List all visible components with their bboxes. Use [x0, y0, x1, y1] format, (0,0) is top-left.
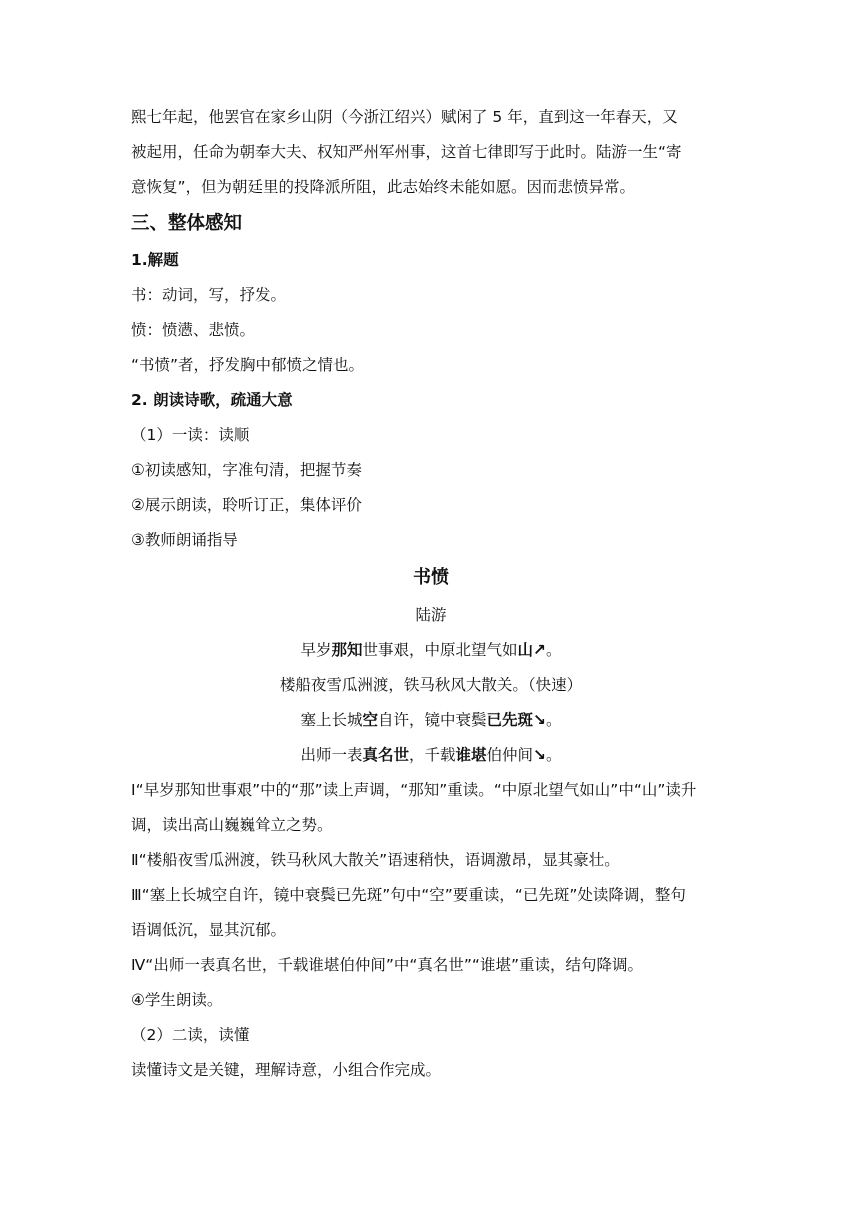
falling-tone-arrow-icon: ↘: [533, 711, 547, 729]
poem-line-4-part-a: 出师一表: [300, 746, 363, 764]
subheading-title-explanation: 1.解题: [131, 251, 179, 269]
poem-line-4-part-e: 伯仲间: [486, 746, 534, 764]
intro-line-1: 熙七年起，他罢官在家乡山阴（今浙江绍兴）赋闲了 5 年，直到这一年春天，又: [131, 108, 678, 126]
poem-line-4-end: 。: [546, 746, 562, 764]
falling-tone-arrow-icon: ↘: [533, 746, 547, 764]
poem-line-4: [131, 738, 731, 773]
definition-fen: 愤：愤懑、悲愤。: [131, 321, 256, 339]
poem-line-1-part-c: 世事艰，中原北望气如: [362, 641, 518, 659]
poem-line-4-part-c: ，千载: [408, 746, 456, 764]
note-1-line-2: 调，读出高山巍巍耸立之势。: [131, 816, 333, 834]
note-3-line-1: Ⅲ“塞上长城空自许，镜中衰鬓已先斑”句中“空”要重读，“已先斑”处读降调，整句: [131, 886, 686, 904]
rising-tone-arrow-icon: ↗: [533, 641, 547, 659]
poem-author: 陆游: [415, 606, 447, 624]
reading-step-1: ①初读感知，字准句清，把握节奏: [131, 461, 362, 479]
poem-line-1-stress-d: 山: [517, 641, 534, 659]
reading-step-2: ②展示朗读，聆听订正，集体评价: [131, 496, 362, 514]
poem-line-3-part-c: 自许，镜中衰鬓: [377, 711, 487, 729]
poem-line-4-stress-d: 谁堪: [455, 746, 487, 764]
definition-shu: 书：动词，写，抒发。: [131, 286, 287, 304]
poem-line-3: [131, 703, 731, 738]
reading-step-3: ③教师朗诵指导: [131, 531, 238, 549]
subheading-reading: 2. 朗读诗歌，疏通大意: [131, 391, 293, 409]
poem-line-1-stress-a: 那知: [331, 641, 363, 659]
section-heading: 三、整体感知: [131, 213, 243, 234]
second-reading-label: （2）二读，读懂: [131, 1026, 250, 1044]
intro-line-3: 意恢复”，但为朝廷里的投降派所阻，此志始终未能如愿。因而悲愤异常。: [131, 178, 636, 196]
intro-line-2: 被起用，任命为朝奉大夫、权知严州军州事，这首七律即写于此时。陆游一生“寄: [131, 143, 682, 161]
closing-line: 读懂诗文是关键，理解诗意，小组合作完成。: [131, 1061, 442, 1079]
first-reading-label: （1）一读：读顺: [131, 426, 250, 444]
poem-line-1: [131, 633, 731, 668]
poem-line-2: 楼船夜雪瓜洲渡，铁马秋风大散关。（快速）: [279, 676, 583, 694]
poem-line-3-stress-b: 空: [362, 711, 378, 729]
poem-line-1-part-a: 早岁: [300, 641, 332, 659]
poem-line-3-stress-d: 已先斑: [486, 711, 534, 729]
definition-shufen: “书愤”者，抒发胸中郁愤之情也。: [131, 356, 365, 374]
poem-line-1-end: 。: [546, 641, 562, 659]
poem-line-4-stress-b: 真名世: [362, 746, 409, 764]
note-1-line-1: Ⅰ“早岁那知世事艰”中的“那”读上声调，“那知”重读。“中原北望气如山”中“山”读升: [131, 781, 697, 799]
note-4: Ⅳ“出师一表真名世，千载谁堪伯仲间”中“真名世”“谁堪”重读，结句降调。: [131, 956, 643, 974]
document-body: [131, 100, 731, 1088]
poem-line-3-end: 。: [546, 711, 562, 729]
reading-step-4: ④学生朗读。: [131, 991, 223, 1009]
note-3-line-2: 语调低沉，显其沉郁。: [131, 921, 287, 939]
note-2: Ⅱ“楼船夜雪瓜洲渡，铁马秋风大散关”语速稍快，语调激昂，显其豪壮。: [131, 851, 620, 869]
poem-title: 书愤: [413, 567, 449, 588]
poem-line-3-part-a: 塞上长城: [300, 711, 363, 729]
